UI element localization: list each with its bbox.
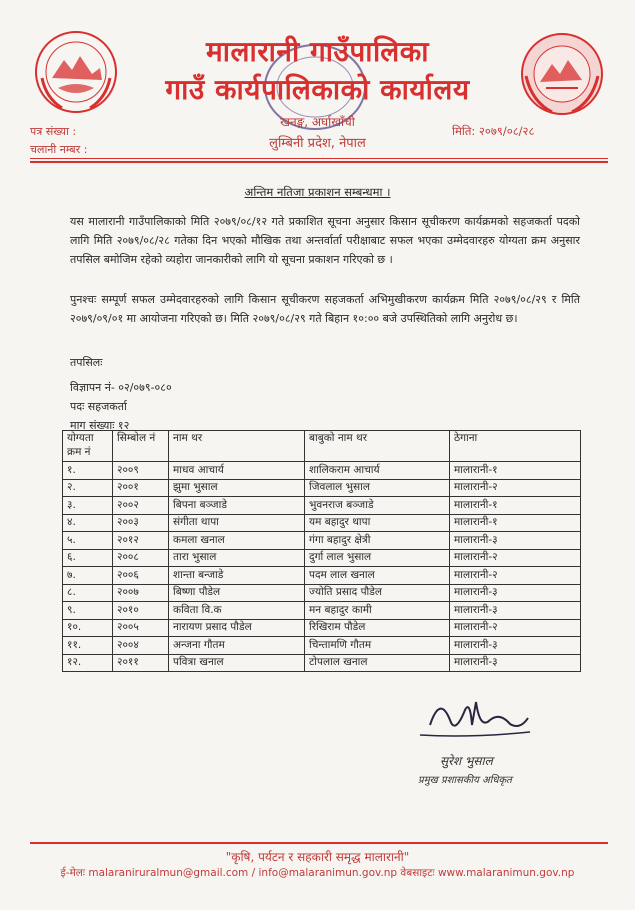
cell-name: अन्जना गौतम — [169, 637, 305, 655]
cell-name: बिष्णा पौडेल — [169, 584, 305, 602]
table-row — [63, 549, 581, 567]
cell-name: शान्ता बन्जाडे — [169, 567, 305, 585]
cell-father-name: चिन्तामणि गौतम — [305, 637, 450, 655]
cell-address: मालारानी-३ — [450, 532, 581, 550]
cell-address: मालारानी-३ — [450, 584, 581, 602]
header-rule-1 — [30, 158, 608, 159]
chalani-label: चलानी नम्बर : — [30, 143, 88, 156]
cell-symbol: २००६ — [113, 567, 169, 585]
table-row — [63, 514, 581, 532]
cell-father-name: टोपलाल खनाल — [305, 654, 450, 672]
cell-rank: १. — [63, 462, 113, 480]
cell-father-name: रिखिराम पौडेल — [305, 619, 450, 637]
header-address: ठेगाना — [450, 431, 581, 462]
cell-rank: ३. — [63, 497, 113, 515]
cell-name: तारा भुसाल — [169, 549, 305, 567]
cell-symbol: २०१२ — [113, 532, 169, 550]
cell-symbol: २०११ — [113, 654, 169, 672]
cell-rank: ९. — [63, 602, 113, 620]
cell-address: मालारानी-१ — [450, 497, 581, 515]
header-name: नाम थर — [169, 431, 305, 462]
subject-line: अन्तिम नतिजा प्रकाशन सम्बन्धमा । — [244, 185, 391, 199]
cell-symbol: २०१० — [113, 602, 169, 620]
cell-rank: ११. — [63, 637, 113, 655]
table-row — [63, 497, 581, 515]
cell-rank: ८. — [63, 584, 113, 602]
demand-count: माग संख्याः १२ — [70, 419, 130, 432]
post-name: पदः सहजकर्ता — [70, 400, 127, 413]
cell-address: मालारानी-२ — [450, 567, 581, 585]
cell-name: कमला खनाल — [169, 532, 305, 550]
cell-rank: २. — [63, 479, 113, 497]
cell-address: मालारानी-२ — [450, 549, 581, 567]
header-rule-2 — [30, 161, 608, 163]
table-row — [63, 462, 581, 480]
patra-label: पत्र संख्या : — [30, 125, 77, 138]
table-header-row — [63, 431, 581, 462]
cell-rank: १२. — [63, 654, 113, 672]
cell-father-name: मन बहादुर कामी — [305, 602, 450, 620]
cell-father-name: दुर्गा लाल भुसाल — [305, 549, 450, 567]
table-row — [63, 654, 581, 672]
cell-name: कविता वि.क — [169, 602, 305, 620]
cell-symbol: २००७ — [113, 584, 169, 602]
table-row — [63, 619, 581, 637]
cell-rank: ६. — [63, 549, 113, 567]
cell-father-name: जिवलाल भुसाल — [305, 479, 450, 497]
cell-name: संगीता थापा — [169, 514, 305, 532]
address-line-1: खनङ्ग, अर्घाखाँची — [280, 115, 355, 129]
cell-father-name: यम बहादुर थापा — [305, 514, 450, 532]
cell-address: मालारानी-२ — [450, 479, 581, 497]
cell-name: बिपना बञ्जाडे — [169, 497, 305, 515]
header-rank: योग्यता क्रम नं — [63, 431, 113, 462]
cell-name: नारायण प्रसाद पौडेल — [169, 619, 305, 637]
cell-address: मालारानी-२ — [450, 619, 581, 637]
signatory-title: प्रमुख प्रशासकीय अधिकृत — [418, 775, 512, 786]
cell-address: मालारानी-१ — [450, 514, 581, 532]
cell-father-name: गंगा बहादुर क्षेत्री — [305, 532, 450, 550]
cell-symbol: २००९ — [113, 462, 169, 480]
date-label: मिति: २०७९/०८/२८ — [452, 124, 535, 138]
cell-symbol: २००८ — [113, 549, 169, 567]
cell-name: पवित्रा खनाल — [169, 654, 305, 672]
cell-symbol: २००४ — [113, 637, 169, 655]
table-row — [63, 567, 581, 585]
cell-father-name: पदम लाल खनाल — [305, 567, 450, 585]
cell-rank: १०. — [63, 619, 113, 637]
table-row — [63, 584, 581, 602]
footer-rule — [30, 842, 608, 844]
municipality-title: मालारानी गाउँपालिका — [206, 35, 429, 68]
table-row — [63, 479, 581, 497]
cell-symbol: २००१ — [113, 479, 169, 497]
address-line-2: लुम्बिनी प्रदेश, नेपाल — [269, 136, 366, 151]
cell-address: मालारानी-३ — [450, 637, 581, 655]
cell-name: झुमा भुसाल — [169, 479, 305, 497]
cell-symbol: २००५ — [113, 619, 169, 637]
cell-name: माधव आचार्य — [169, 462, 305, 480]
cell-rank: ४. — [63, 514, 113, 532]
cell-father-name: ज्योति प्रसाद पौडेल — [305, 584, 450, 602]
signature-mark — [410, 690, 540, 750]
tapasil-label: तपसिलः — [70, 356, 103, 369]
table-row — [63, 602, 581, 620]
cell-father-name: भुवनराज बञ्जाडे — [305, 497, 450, 515]
header-symbol: सिम्बोल नं — [113, 431, 169, 462]
vigyapan-number: विज्ञापन नं- ०२/०७९-०८० — [70, 381, 172, 394]
cell-symbol: २००३ — [113, 514, 169, 532]
body-paragraph-1: यस मालारानी गाउँपालिकाको मिति २०७९/०८/१२ गते प्रकाशित सूचना अनुसार किसान सूचीकरण कार्यक्रमको सहजकर्ता पदको लागि मिति २०७९/०८/२८ गतेका दिन भएको मौखिक तथा अन्तर्वार्ता परीक्षाबाट सफल भएका उम्मेदवारहरु योग्यता क्रम अनुसार तपसिल बमोजिम रहेको व्यहोरा जानकारीको लागि यो सूचना प्रकाशन गरिएको छ । — [70, 215, 580, 266]
signatory-name: सुरेश भुसाल — [440, 754, 493, 768]
table-row — [63, 532, 581, 550]
table-row — [63, 637, 581, 655]
cell-address: मालारानी-३ — [450, 654, 581, 672]
results-table — [62, 430, 581, 672]
cell-address: मालारानी-१ — [450, 462, 581, 480]
cell-address: मालारानी-३ — [450, 602, 581, 620]
footer-contact: ई-मेलः malaraniruralmun@gmail.com / info@malaranimun.gov.np वेबसाइटः www.malaranimun.gov.np — [60, 867, 575, 879]
cell-father-name: शालिकराम आचार्य — [305, 462, 450, 480]
body-paragraph-2: पुनश्चः सम्पूर्ण सफल उम्मेदवारहरुको लागि किसान सूचीकरण सहजकर्ता अभिमुखीकरण कार्यक्रम मिति २०७९/०८/२९ र मिति २०७९/०९/०१ मा आयोजना गरिएको छ। मिति २०७९/०८/२९ गते बिहान १०:०० बजे उपस्थितिको लागि अनुरोध छ। — [70, 293, 580, 325]
footer-slogan: "कृषि, पर्यटन र सहकारी समृद्ध मालारानी" — [225, 850, 410, 864]
cell-rank: ५. — [63, 532, 113, 550]
cell-symbol: २००२ — [113, 497, 169, 515]
header-father-name: बाबुको नाम थर — [305, 431, 450, 462]
cell-rank: ७. — [63, 567, 113, 585]
office-title: गाउँ कार्यपालिकाको कार्यालय — [165, 73, 470, 106]
